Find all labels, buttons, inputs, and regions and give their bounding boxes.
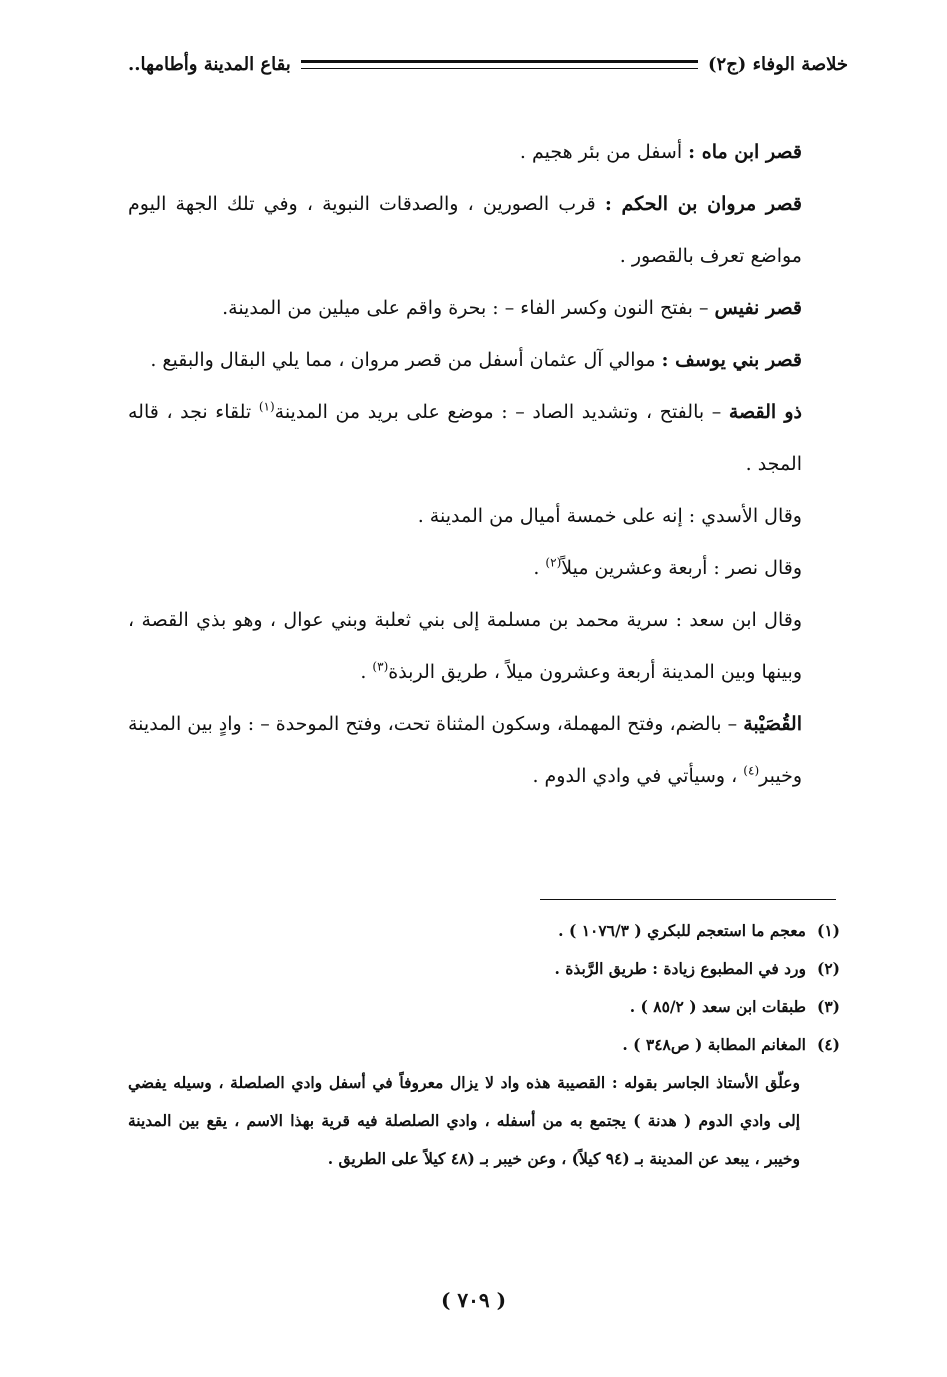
entry-heading: قصر ابن ماه : (688, 141, 802, 163)
quote-text: وقال الأسدي : إنه على خمسة أميال من المدينة . (417, 505, 802, 527)
footnote-number: (٢) (816, 959, 840, 978)
entry-qasr-bani-yusuf (128, 334, 846, 386)
main-text (128, 126, 846, 802)
running-header (128, 44, 848, 84)
page-number: ( ٧٠٩ ) (440, 1288, 507, 1312)
footnote-text: ورد في المطبوع زيادة : طريق الرَّبذة . (554, 959, 806, 978)
quote-ibn-saad (128, 594, 846, 698)
footnote-item (128, 1026, 840, 1064)
footnotes (128, 912, 840, 1178)
entry-heading: ذو القصة (728, 401, 803, 423)
footnote-number: (٣) (816, 997, 840, 1016)
header-section-title: بقاع المدينة وأطامها.. (128, 53, 291, 75)
entry-text: – بالضم، وفتح المهملة، وسكون المثناة تحت، وفتح الموحدة – : وادٍ بين المدينة وخيبر (128, 713, 802, 787)
quote-asadi (128, 490, 846, 542)
header-rule (301, 60, 698, 69)
entry-text: موالي آل عثمان أسفل من قصر مروان ، مما يلي البقال والبقيع . (150, 349, 662, 371)
footnote-item (128, 950, 840, 988)
entry-text: قرب الصورين ، والصدقات النبوية ، وفي تلك الجهة اليوم مواضع تعرف بالقصور . (128, 193, 802, 267)
footnote-ref[interactable]: (٤) (743, 763, 760, 778)
footnote-text: المغانم المطابة ( ص٣٤٨ ) . (622, 1035, 806, 1054)
entry-qasr-ibn-mah (128, 126, 846, 178)
footnote-text: معجم ما استعجم للبكري ( ١٠٧٦/٣ ) . (558, 921, 806, 940)
quote-text: وقال نصر : أربعة وعشرين ميلاً (561, 557, 802, 579)
quote-tail: . (360, 661, 373, 683)
footnote-ref[interactable]: (٣) (372, 659, 389, 674)
footnote-ref[interactable]: (٢) (545, 555, 562, 570)
entry-text: – بالفتح ، وتشديد الصاد – : موضع على بريد من المدينة (274, 401, 729, 423)
footnote-separator (540, 899, 836, 900)
footnote-item (128, 988, 840, 1026)
entry-qasr-nafis (128, 282, 846, 334)
entry-text-tail: تلقاء نجد ، قاله المجد . (128, 401, 802, 475)
footnote-number: (١) (816, 921, 840, 940)
editor-note: وعلّق الأستاذ الجاسر بقوله : القصيبة هذه واد لا يزال معروفاً في أسفل وادي الصلصلة ، وسيله يفضي إلى وادي الدوم ( هدنة ) يجتمع به من أسفله ، وادي الصلصلة فيه قرية بهذا الاسم ، يقع بين المدينة وخيبر ، يبعد عن المدينة بـ (٩٤ كيلاً) ، وعن خيبر بـ (٤٨ كيلاً على الطريق . (128, 1073, 800, 1168)
quote-text: وقال ابن سعد : سرية محمد بن مسلمة إلى بني ثعلبة وبني عوال ، وهو بذي القصة ، وبينها وبين المدينة أربعة وعشرون ميلاً ، طريق الربذة (128, 609, 802, 683)
footnote-ref[interactable]: (١) (258, 399, 275, 414)
footnote-number: (٤) (816, 1035, 840, 1054)
footnote-text: طبقات ابن سعد ( ٨٥/٢ ) . (629, 997, 806, 1016)
entry-qasr-marwan (128, 178, 846, 282)
entry-text: – بفتح النون وكسر الفاء – : بحرة واقم على ميلين من المدينة. (222, 297, 715, 319)
entry-text: أسفل من بئر هجيم . (519, 141, 689, 163)
entry-text-tail: ، وسيأتي في وادي الدوم . (532, 765, 744, 787)
quote-nasr (128, 542, 846, 594)
footnote-item (128, 912, 840, 950)
header-book-title: خلاصة الوفاء (ج٢) (707, 53, 848, 75)
entry-heading: قصر مروان بن الحكم : (604, 193, 802, 215)
entry-dhu-al-qassa (128, 386, 846, 490)
quote-tail: . (533, 557, 546, 579)
entry-heading: قصر نفيس (714, 297, 802, 319)
entry-heading: قصر بني يوسف : (661, 349, 802, 371)
entry-qusaiba (128, 698, 846, 802)
entry-heading: القُصَيْبة (743, 713, 802, 735)
